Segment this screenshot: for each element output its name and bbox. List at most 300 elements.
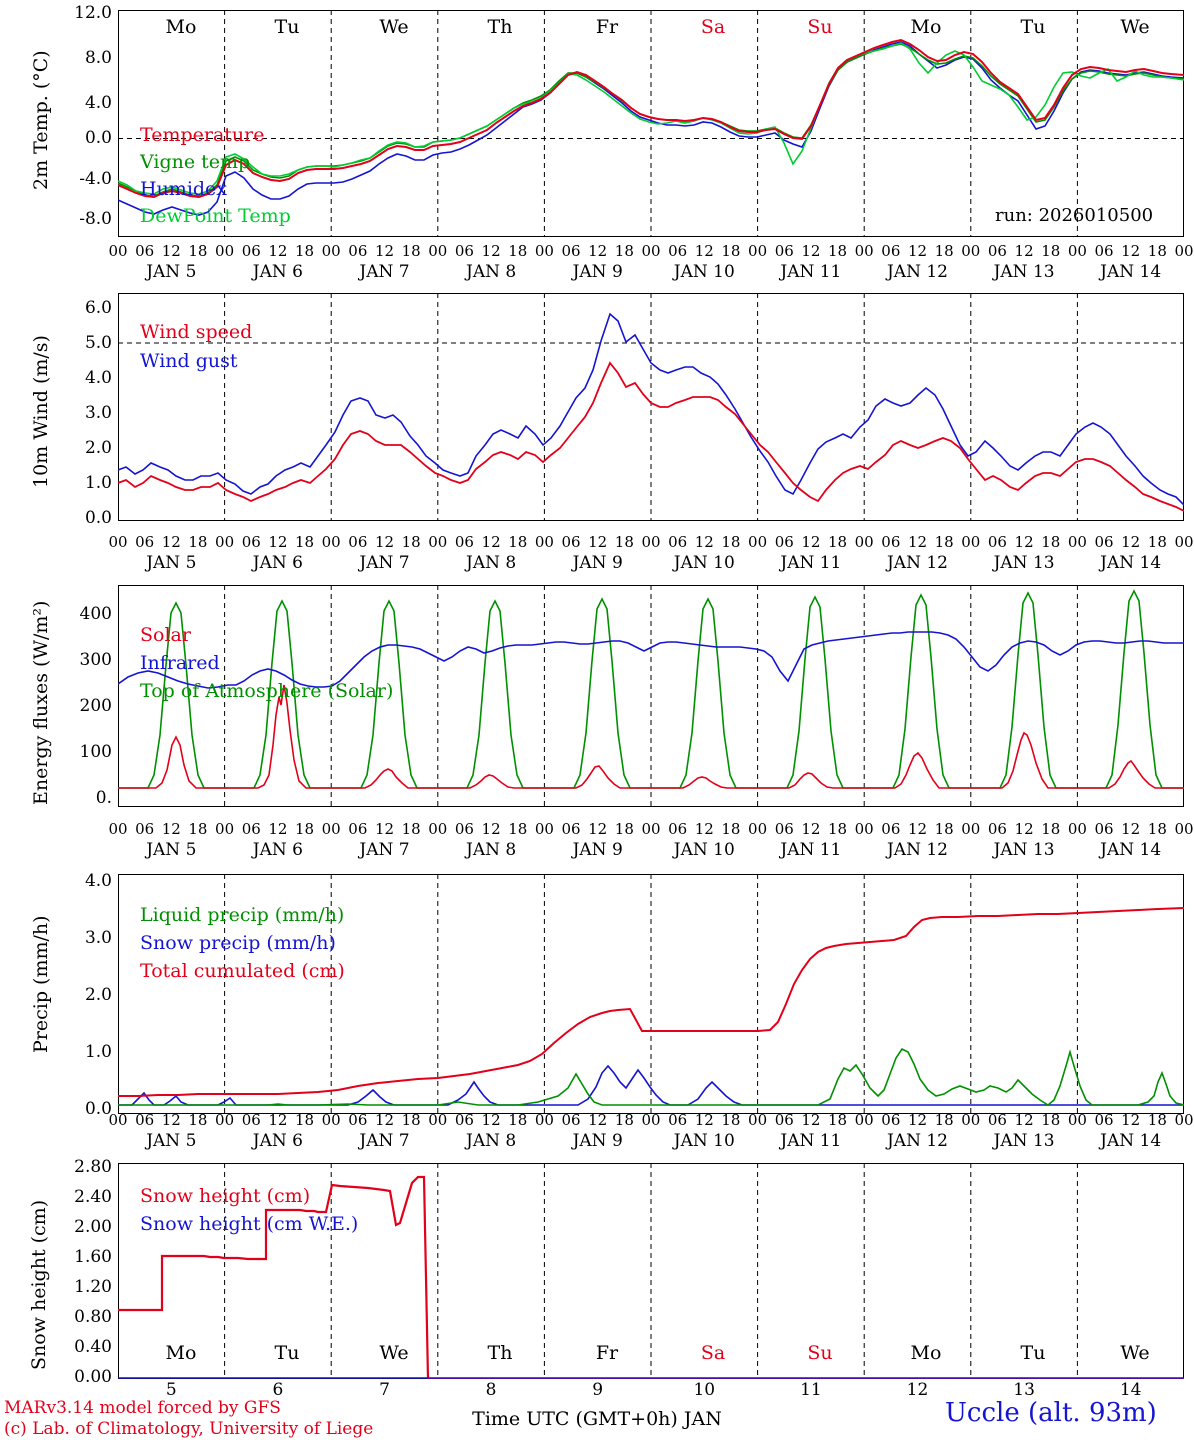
hour-tick: 06 (348, 533, 368, 551)
hour-tick: 06 (135, 242, 155, 260)
legend-dewpoint-temp: DewPoint Temp (140, 205, 291, 227)
hour-tick: 12 (801, 533, 821, 551)
hour-tick: 00 (534, 820, 554, 838)
hour-tick: 12 (907, 242, 928, 260)
hour-tick: 06 (1094, 242, 1114, 260)
bottom-day-number: 12 (906, 1380, 929, 1400)
day-label: JAN 7 (359, 840, 410, 860)
hour-tick: 06 (348, 242, 368, 260)
bottom-day-number: 6 (272, 1380, 284, 1400)
hour-tick: 06 (881, 1111, 901, 1129)
day-label: JAN 5 (146, 840, 197, 860)
hour-tick: 12 (588, 533, 608, 551)
ytick: 1.0 (84, 1042, 112, 1062)
day-name: Fr (595, 16, 619, 38)
legend-infrared: Infrared (140, 652, 220, 674)
hour-tick: 12 (694, 820, 714, 838)
panel-precip-ylabel: Precip (mm/h) (30, 915, 52, 1053)
panel-snow-height (0, 1155, 1194, 1387)
ytick: 200 (79, 696, 112, 716)
legend-humidex: Humidex (140, 178, 228, 200)
day-name: Tu (274, 16, 300, 38)
hour-tick: 00 (854, 242, 874, 260)
hour-tick: 00 (854, 1111, 874, 1129)
day-name-bottom: We (1120, 1342, 1150, 1364)
hour-tick: 00 (1067, 1111, 1087, 1129)
hour-tick: 18 (614, 242, 634, 260)
hour-tick: 00 (748, 533, 768, 551)
axis-precip (0, 1111, 1194, 1149)
panel-precip (0, 868, 1194, 1118)
hour-tick: 00 (748, 820, 768, 838)
hour-tick: 12 (801, 242, 821, 260)
hour-tick: 12 (161, 820, 181, 838)
hour-tick: 12 (1121, 820, 1141, 838)
hour-tick: 18 (934, 242, 954, 260)
hour-tick: 12 (161, 242, 181, 260)
panel-temperature-ylabel: 2m Temp. (°C) (30, 50, 52, 190)
panel-snow-ylabel: Snow height (cm) (28, 1199, 50, 1370)
day-label: JAN 11 (780, 553, 842, 573)
hour-tick: 06 (454, 820, 474, 838)
day-name: Mo (165, 16, 197, 38)
day-label: JAN 8 (466, 262, 517, 282)
hour-tick: 06 (348, 1111, 368, 1129)
legend-toa-solar: Top of Atmosphere (Solar) (140, 680, 394, 702)
hour-tick: 18 (1147, 242, 1167, 260)
station-label: Uccle (alt. 93m) (945, 1398, 1157, 1428)
hour-tick: 00 (215, 533, 235, 551)
hour-tick: 06 (348, 820, 368, 838)
hour-tick: 18 (401, 1111, 421, 1129)
day-label: JAN 7 (359, 262, 410, 282)
ytick: 2.00 (74, 1217, 112, 1237)
hour-tick: 00 (1174, 1111, 1194, 1129)
day-label: JAN 7 (359, 1131, 410, 1151)
hour-tick: 18 (188, 1111, 208, 1129)
bottom-day-number: 11 (800, 1380, 822, 1400)
ytick: 0. (95, 788, 112, 808)
ytick: 4.0 (84, 368, 112, 388)
hour-tick: 06 (241, 242, 261, 260)
ytick: 3.0 (84, 403, 112, 423)
hour-tick: 18 (508, 242, 528, 260)
hour-tick: 18 (614, 1111, 634, 1129)
hour-tick: 12 (481, 242, 501, 260)
ytick: 2.0 (84, 985, 112, 1005)
day-label: JAN 8 (466, 840, 517, 860)
hour-tick: 18 (721, 1111, 741, 1129)
hour-tick: 00 (428, 1111, 448, 1129)
legend-snow-height-we: Snow height (cm W.E.) (140, 1213, 359, 1235)
day-name: Mo (910, 16, 942, 38)
hour-tick: 06 (668, 820, 688, 838)
panel-wind-plot (118, 293, 1184, 521)
hour-tick: 00 (534, 533, 554, 551)
day-label: JAN 11 (780, 840, 842, 860)
hour-tick: 12 (801, 1111, 821, 1129)
hour-tick: 00 (215, 820, 235, 838)
day-name: Su (807, 16, 833, 38)
day-name: We (379, 16, 409, 38)
hour-tick: 00 (321, 242, 341, 260)
hour-tick: 12 (1121, 533, 1141, 551)
hour-tick: 18 (828, 820, 848, 838)
hour-tick: 12 (1014, 820, 1034, 838)
day-label: JAN 12 (886, 840, 948, 860)
legend-solar: Solar (140, 624, 191, 646)
hour-tick: 06 (241, 1111, 261, 1129)
hour-tick: 12 (694, 533, 714, 551)
hour-tick: 18 (721, 820, 741, 838)
hour-tick: 00 (428, 820, 448, 838)
axis-energy (0, 820, 1194, 858)
hour-tick: 12 (1014, 242, 1034, 260)
bottom-day-number: 14 (1119, 1380, 1142, 1400)
hour-tick: 06 (774, 1111, 794, 1129)
day-label: JAN 10 (673, 553, 735, 573)
hour-tick: 12 (907, 533, 928, 551)
day-label: JAN 8 (466, 553, 517, 573)
legend-wind-speed: Wind speed (140, 321, 253, 343)
hour-tick: 00 (641, 533, 661, 551)
bottom-day-number: 9 (592, 1380, 604, 1400)
hour-tick: 06 (561, 242, 581, 260)
hour-tick: 18 (1041, 820, 1061, 838)
hour-tick: 12 (588, 1111, 608, 1129)
hour-tick: 18 (1041, 1111, 1061, 1129)
hour-tick: 12 (374, 533, 395, 551)
day-label: JAN 13 (993, 1131, 1055, 1151)
day-name: We (1120, 16, 1150, 38)
ytick: 400 (79, 604, 112, 624)
hour-tick: 06 (668, 242, 688, 260)
hour-tick: 06 (135, 1111, 155, 1129)
day-label: JAN 13 (993, 553, 1055, 573)
panel-temperature-plot (118, 10, 1184, 237)
ytick: 5.0 (84, 333, 112, 353)
hour-tick: 18 (188, 533, 208, 551)
ytick: 1.20 (74, 1277, 112, 1297)
legend-liquid-precip: Liquid precip (mm/h) (140, 904, 345, 926)
day-name-bottom: We (379, 1342, 409, 1364)
ytick: 8.0 (84, 48, 112, 68)
day-label: JAN 13 (993, 840, 1055, 860)
hour-tick: 12 (268, 533, 288, 551)
ytick: 12.0 (74, 3, 112, 23)
ytick: 3.0 (84, 928, 112, 948)
day-label: JAN 14 (1100, 553, 1162, 573)
hour-tick: 00 (108, 533, 128, 551)
hour-tick: 06 (774, 820, 794, 838)
hour-tick: 12 (588, 242, 608, 260)
hour-tick: 18 (401, 242, 421, 260)
ytick: -8.0 (79, 209, 112, 229)
panel-energy (0, 580, 1194, 830)
hour-tick: 06 (241, 533, 261, 551)
hour-tick: 18 (1147, 1111, 1167, 1129)
hour-tick: 00 (1067, 242, 1087, 260)
day-name: Tu (1020, 16, 1046, 38)
hour-tick: 00 (1174, 242, 1194, 260)
hour-tick: 00 (961, 533, 981, 551)
hour-tick: 00 (854, 820, 874, 838)
day-label: JAN 6 (252, 553, 303, 573)
hour-tick: 18 (508, 533, 528, 551)
day-name-bottom: Mo (165, 1342, 197, 1364)
hour-tick: 18 (1147, 820, 1167, 838)
panel-wind-ylabel: 10m Wind (m/s) (30, 335, 52, 488)
hour-tick: 06 (668, 533, 688, 551)
run-label: run: 2026010500 (995, 205, 1154, 226)
ytick: 100 (79, 742, 112, 762)
hour-tick: 18 (934, 533, 954, 551)
legend-temperature: Temperature (140, 124, 265, 146)
hour-tick: 06 (987, 533, 1007, 551)
hour-tick: 00 (748, 242, 768, 260)
day-label: JAN 9 (572, 1131, 623, 1151)
hour-tick: 12 (268, 242, 288, 260)
hour-tick: 12 (1121, 1111, 1141, 1129)
day-label: JAN 6 (252, 840, 303, 860)
hour-tick: 00 (108, 820, 128, 838)
ytick: 6.0 (84, 298, 112, 318)
hour-tick: 00 (641, 820, 661, 838)
hour-tick: 00 (321, 1111, 341, 1129)
day-label: JAN 9 (572, 262, 623, 282)
ytick: 1.60 (74, 1247, 112, 1267)
hour-tick: 00 (1067, 533, 1087, 551)
day-label: JAN 5 (146, 553, 197, 573)
hour-tick: 00 (1174, 820, 1194, 838)
day-name-bottom: Mo (910, 1342, 942, 1364)
ytick: 300 (79, 650, 112, 670)
bottom-day-number: 5 (165, 1380, 177, 1400)
ytick: 4.0 (84, 93, 112, 113)
panel-wind (0, 288, 1194, 538)
hour-tick: 18 (295, 242, 315, 260)
ytick: 0.80 (74, 1307, 112, 1327)
hour-tick: 18 (934, 820, 954, 838)
hour-tick: 18 (508, 1111, 528, 1129)
day-label: JAN 14 (1100, 840, 1162, 860)
panel-energy-ylabel: Energy fluxes (W/m²) (30, 600, 52, 805)
ytick: 2.40 (74, 1187, 112, 1207)
hour-tick: 18 (614, 533, 634, 551)
hour-tick: 00 (321, 820, 341, 838)
day-label: JAN 12 (886, 1131, 948, 1151)
hour-tick: 06 (987, 820, 1007, 838)
hour-tick: 06 (561, 820, 581, 838)
hour-tick: 12 (1014, 1111, 1034, 1129)
day-label: JAN 7 (359, 553, 410, 573)
hour-tick: 18 (934, 1111, 954, 1129)
legend-snow-precip: Snow precip (mm/h) (140, 932, 336, 954)
hour-tick: 06 (135, 820, 155, 838)
day-label: JAN 6 (252, 262, 303, 282)
hour-tick: 00 (428, 242, 448, 260)
hour-tick: 18 (1041, 242, 1061, 260)
hour-tick: 12 (268, 1111, 288, 1129)
ytick: 0.40 (74, 1337, 112, 1357)
hour-tick: 00 (961, 820, 981, 838)
day-label: JAN 14 (1100, 262, 1162, 282)
hour-tick: 12 (588, 820, 608, 838)
hour-tick: 12 (694, 242, 714, 260)
day-name-bottom: Fr (595, 1342, 619, 1364)
hour-tick: 12 (481, 533, 501, 551)
hour-tick: 12 (374, 242, 395, 260)
legend-total-cumulated: Total cumulated (cm) (140, 960, 345, 982)
hour-tick: 06 (1094, 533, 1114, 551)
hour-tick: 12 (481, 1111, 501, 1129)
day-label: JAN 11 (780, 1131, 842, 1151)
hour-tick: 12 (907, 820, 928, 838)
hour-tick: 12 (1014, 533, 1034, 551)
day-label: JAN 5 (146, 262, 197, 282)
hour-tick: 18 (188, 242, 208, 260)
day-label: JAN 11 (780, 262, 842, 282)
hour-tick: 06 (668, 1111, 688, 1129)
day-label: JAN 9 (572, 840, 623, 860)
day-name-bottom: Tu (1020, 1342, 1046, 1364)
hour-tick: 00 (108, 242, 128, 260)
hour-tick: 06 (1094, 820, 1114, 838)
hour-tick: 12 (161, 1111, 181, 1129)
day-label: JAN 6 (252, 1131, 303, 1151)
day-name-bottom: Sa (700, 1342, 726, 1364)
hour-tick: 18 (828, 533, 848, 551)
hour-tick: 00 (641, 1111, 661, 1129)
day-label: JAN 5 (146, 1131, 197, 1151)
hour-tick: 06 (561, 1111, 581, 1129)
hour-tick: 18 (508, 820, 528, 838)
ytick: 0.0 (84, 128, 112, 148)
axis-wind (0, 533, 1194, 571)
bottom-day-number: 7 (379, 1380, 390, 1400)
hour-tick: 00 (215, 242, 235, 260)
hour-tick: 00 (748, 1111, 768, 1129)
day-label: JAN 12 (886, 553, 948, 573)
hour-tick: 06 (774, 242, 794, 260)
hour-tick: 06 (987, 1111, 1007, 1129)
hour-tick: 06 (881, 533, 901, 551)
ytick: 0.0 (84, 1099, 112, 1119)
hour-tick: 00 (428, 533, 448, 551)
day-name: Sa (700, 16, 726, 38)
day-label: JAN 10 (673, 262, 735, 282)
hour-tick: 12 (801, 820, 821, 838)
hour-tick: 00 (961, 242, 981, 260)
day-name: Th (487, 16, 513, 38)
hour-tick: 06 (1094, 1111, 1114, 1129)
axis-temperature (0, 242, 1194, 280)
ytick: 0.0 (84, 508, 112, 528)
hour-tick: 12 (1121, 242, 1141, 260)
hour-tick: 00 (108, 1111, 128, 1129)
hour-tick: 00 (854, 533, 874, 551)
hour-tick: 12 (694, 1111, 714, 1129)
hour-tick: 12 (161, 533, 181, 551)
day-name-bottom: Su (807, 1342, 833, 1364)
hour-tick: 00 (961, 1111, 981, 1129)
hour-tick: 06 (241, 820, 261, 838)
legend-vigne-temp: Vigne temp (140, 151, 251, 173)
hour-tick: 18 (401, 533, 421, 551)
hour-tick: 12 (481, 820, 501, 838)
hour-tick: 06 (774, 533, 794, 551)
day-label: JAN 10 (673, 1131, 735, 1151)
day-name-bottom: Tu (274, 1342, 300, 1364)
hour-tick: 00 (1174, 533, 1194, 551)
hour-tick: 00 (321, 533, 341, 551)
day-label: JAN 10 (673, 840, 735, 860)
hour-tick: 06 (454, 533, 474, 551)
panel-temperature (0, 0, 1194, 280)
hour-tick: 18 (614, 820, 634, 838)
bottom-day-number: 10 (693, 1380, 716, 1400)
day-name-bottom: Th (487, 1342, 513, 1364)
bottom-day-number: 8 (485, 1380, 497, 1400)
hour-tick: 18 (721, 533, 741, 551)
legend-snow-height: Snow height (cm) (140, 1185, 311, 1207)
day-label: JAN 9 (572, 553, 623, 573)
xaxis-title: Time UTC (GMT+0h) JAN (472, 1408, 722, 1430)
ytick: 0.00 (74, 1367, 112, 1387)
hour-tick: 12 (374, 820, 395, 838)
bottom-day-number: 13 (1013, 1380, 1035, 1400)
hour-tick: 06 (135, 533, 155, 551)
hour-tick: 12 (268, 820, 288, 838)
hour-tick: 00 (641, 242, 661, 260)
hour-tick: 18 (1147, 533, 1167, 551)
day-label: JAN 8 (466, 1131, 517, 1151)
footer-model: MARv3.14 model forced by GFS (4, 1398, 281, 1418)
day-label: JAN 13 (993, 262, 1055, 282)
hour-tick: 18 (1041, 533, 1061, 551)
hour-tick: 06 (987, 242, 1007, 260)
hour-tick: 06 (881, 820, 901, 838)
hour-tick: 12 (907, 1111, 928, 1129)
ytick: 2.0 (84, 438, 112, 458)
hour-tick: 18 (828, 242, 848, 260)
hour-tick: 18 (401, 820, 421, 838)
hour-tick: 06 (454, 242, 474, 260)
hour-tick: 18 (295, 533, 315, 551)
hour-tick: 12 (374, 1111, 395, 1129)
hour-tick: 18 (721, 242, 741, 260)
hour-tick: 06 (561, 533, 581, 551)
ytick: 4.0 (84, 871, 112, 891)
ytick: -4.0 (79, 169, 112, 189)
hour-tick: 00 (534, 1111, 554, 1129)
hour-tick: 00 (534, 242, 554, 260)
ytick: 2.80 (74, 1157, 112, 1177)
hour-tick: 00 (1067, 820, 1087, 838)
hour-tick: 06 (881, 242, 901, 260)
day-label: JAN 12 (886, 262, 948, 282)
hour-tick: 18 (295, 820, 315, 838)
legend-wind-gust: Wind gust (140, 350, 238, 372)
ytick: 1.0 (84, 473, 112, 493)
hour-tick: 06 (454, 1111, 474, 1129)
day-label: JAN 14 (1100, 1131, 1162, 1151)
hour-tick: 00 (215, 1111, 235, 1129)
hour-tick: 18 (295, 1111, 315, 1129)
hour-tick: 18 (188, 820, 208, 838)
footer-copyright: (c) Lab. of Climatology, University of Liege (4, 1419, 374, 1439)
hour-tick: 18 (828, 1111, 848, 1129)
